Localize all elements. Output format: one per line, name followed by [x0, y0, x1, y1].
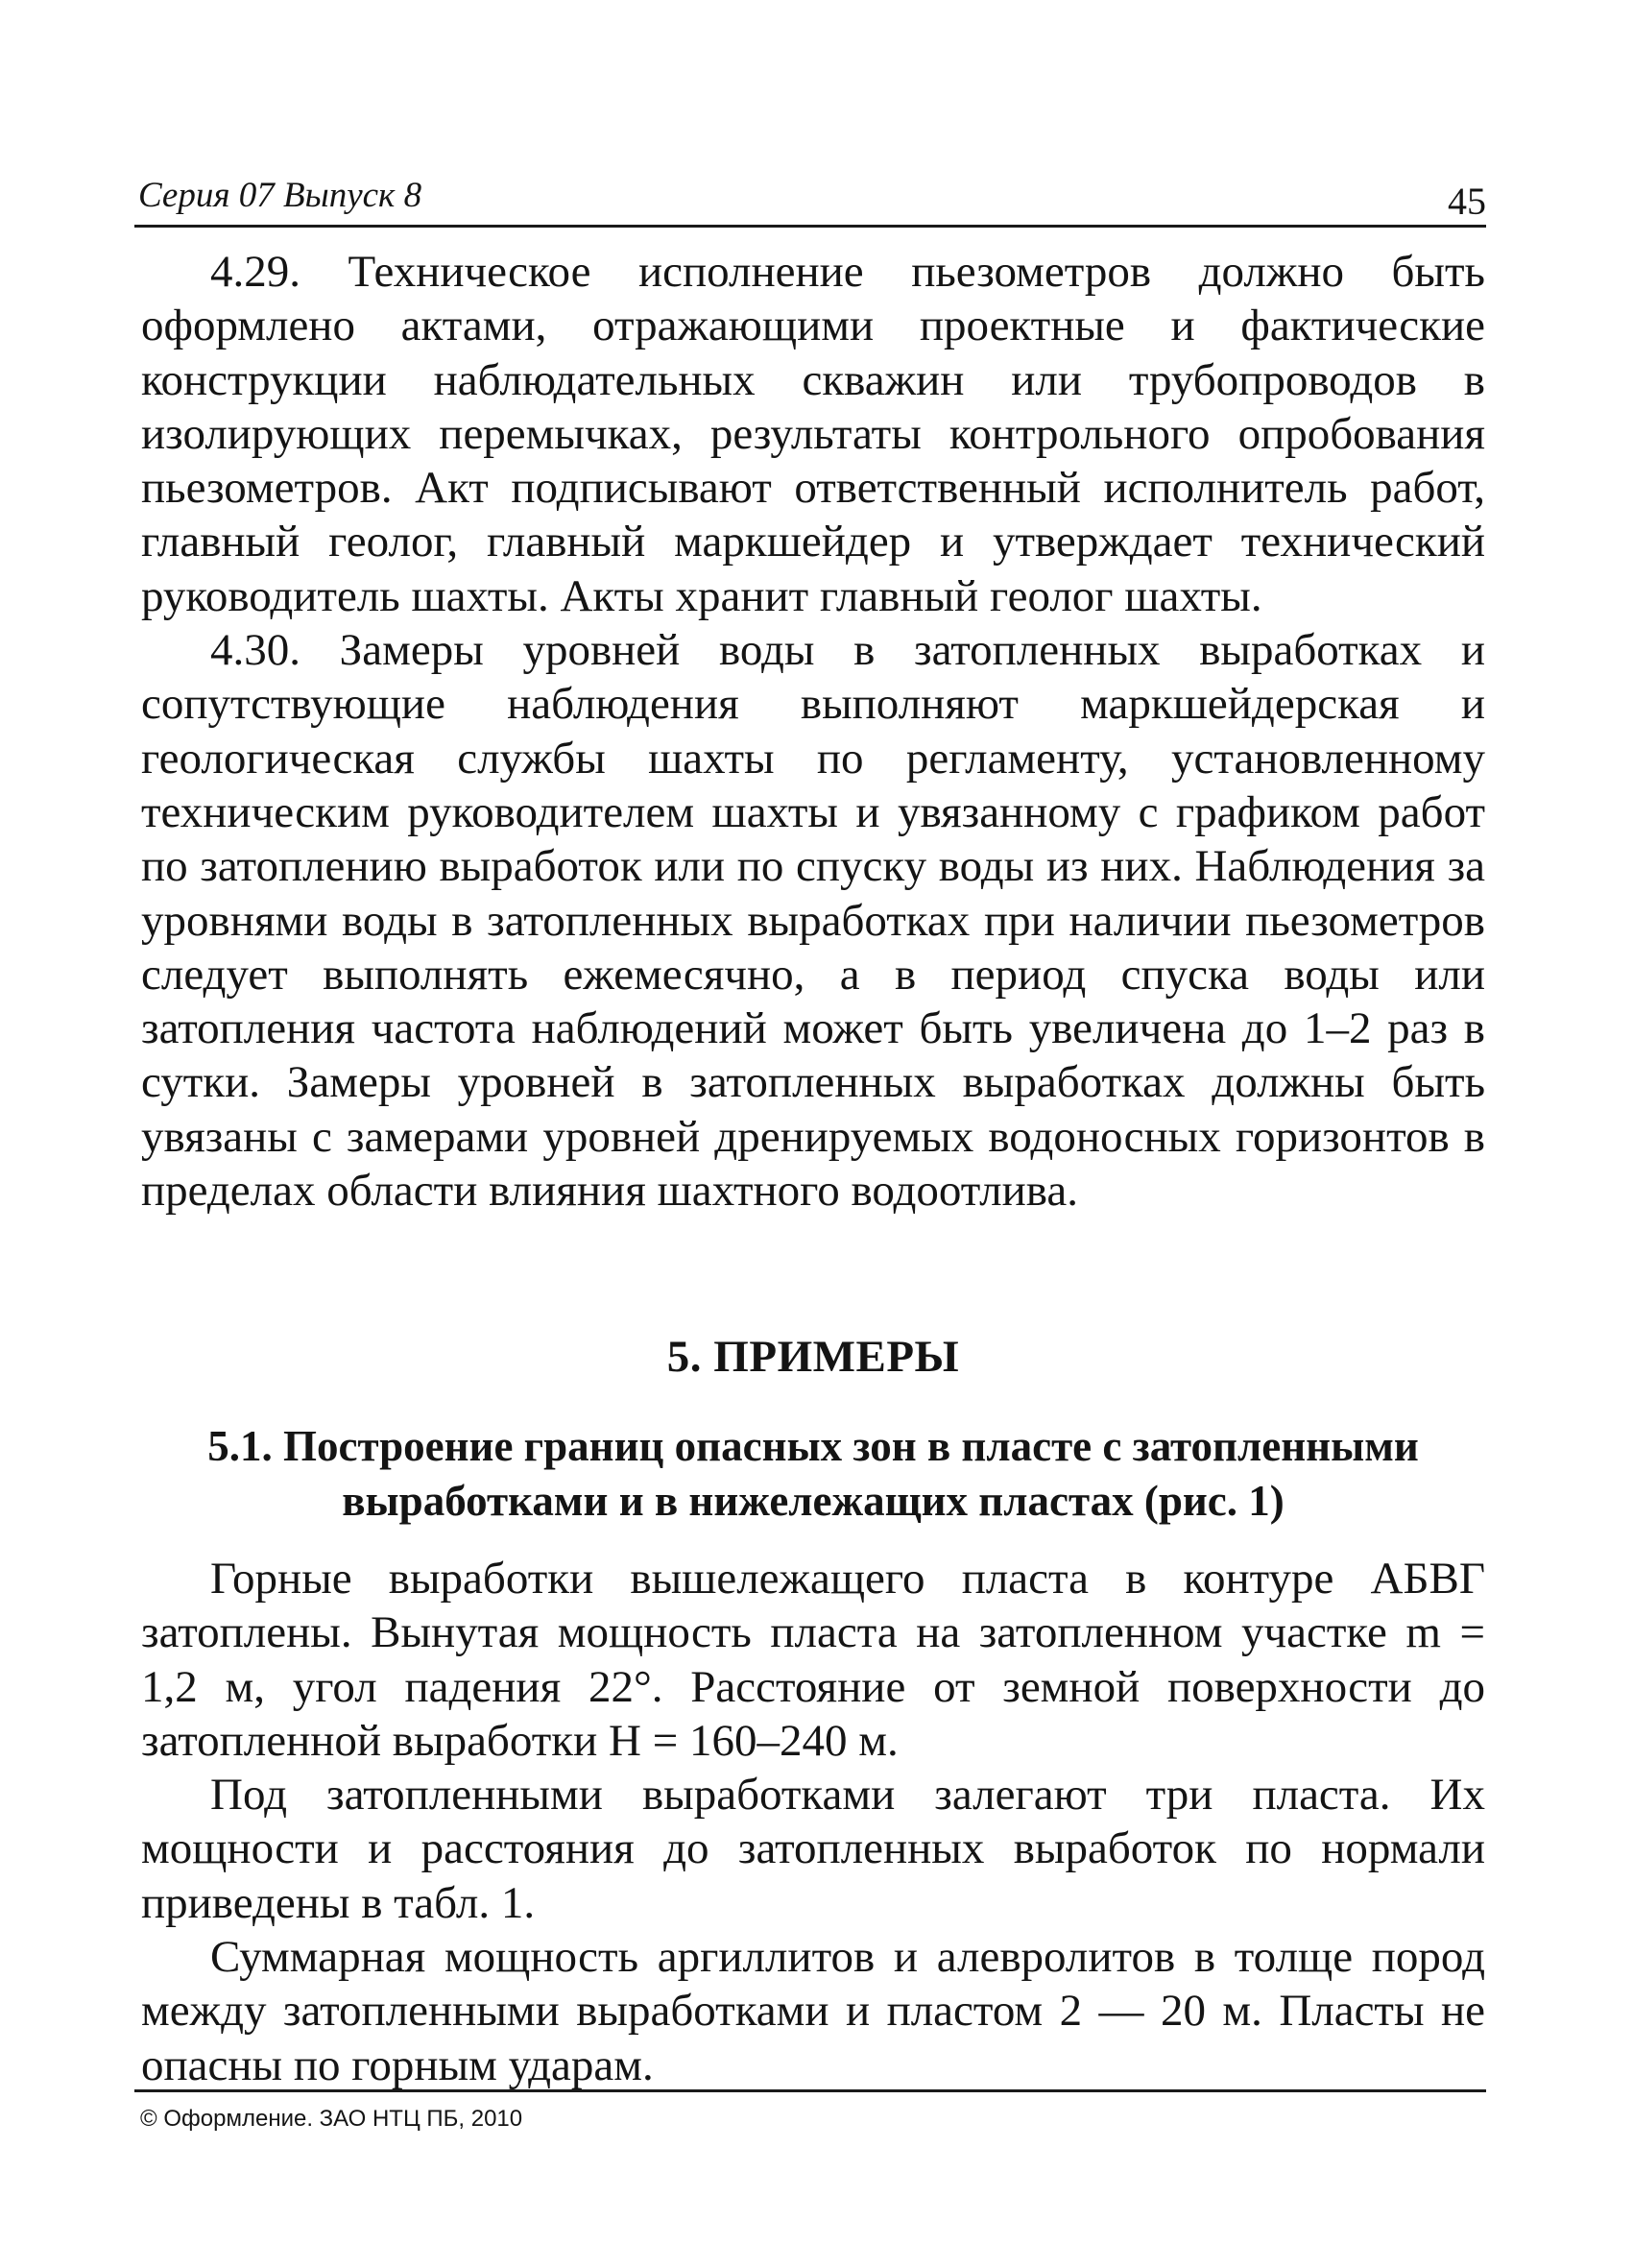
page-footer: [134, 2089, 1486, 2133]
copyright-text: © Оформление. ЗАО НТЦ ПБ, 2010: [140, 2106, 523, 2132]
subsection-title: 5.1. Построение границ опасных зон в пласте с затопленными выработками и в нижележащих пластах (рис. 1): [207, 1422, 1419, 1525]
paragraph-example-2: Под затопленными выработками залегают три пласта. Их мощности и расстояния до затопленных выработок по нормали приведены в табл. 1.: [141, 1770, 1485, 1928]
paragraph-example-3: Суммарная мощность аргиллитов и алевролитов в толще пород между затопленными выработками и пластом 2 — 20 м. Пласты не опасны по горным ударам.: [141, 1932, 1485, 2090]
paragraph-example-1: Горные выработки вышележащего пласта в контуре АБВГ затоплены. Вынутая мощность пласта на затопленном участке m = 1,2 м, угол падения 22°. Расстояние от земной поверхности до затопленной выработки H = 160–240 м.: [141, 1554, 1485, 1766]
section-title: 5. ПРИМЕРЫ: [666, 1332, 960, 1382]
page-header: [134, 171, 1486, 228]
body-text-top: [141, 245, 1485, 1218]
series-label: Серия 07 Выпуск 8: [138, 176, 422, 215]
body-text-bottom: [141, 1552, 1485, 2092]
paragraph-4-30: 4.30. Замеры уровней воды в затопленных выработках и сопутствующие наблюдения выполняют маркшейдерская и геологическая службы шахты по регламенту, установленному техническим руководителем шахты и увязанному с графиком работ по затоплению выработок или по спуску воды из них. Наблюдения за уровнями воды в затопленных выработках при наличии пьезометров следует выполнять ежемесячно, а в период спуска воды или затопления частота наблюдений может быть увеличена до 1–2 раз в сутки. Замеры уровней в затопленных выработках должны быть увязаны с замерами уровней дренируемых водоносных горизонтов в пределах области влияния шахтного водоотлива.: [141, 625, 1485, 1217]
paragraph-4-29: 4.29. Техническое исполнение пьезометров должно быть оформлено актами, отражающими проектные и фактические конструкции наблюдательных скважин или трубопроводов в изолирующих перемычках, результаты контрольного опробования пьезометров. Акт подписывают ответственный исполнитель работ, главный геолог, главный маркшейдер и утверждает технический руководитель шахты. Акты хранит главный геолог шахты.: [141, 247, 1485, 621]
page-number: 45: [1448, 180, 1486, 223]
